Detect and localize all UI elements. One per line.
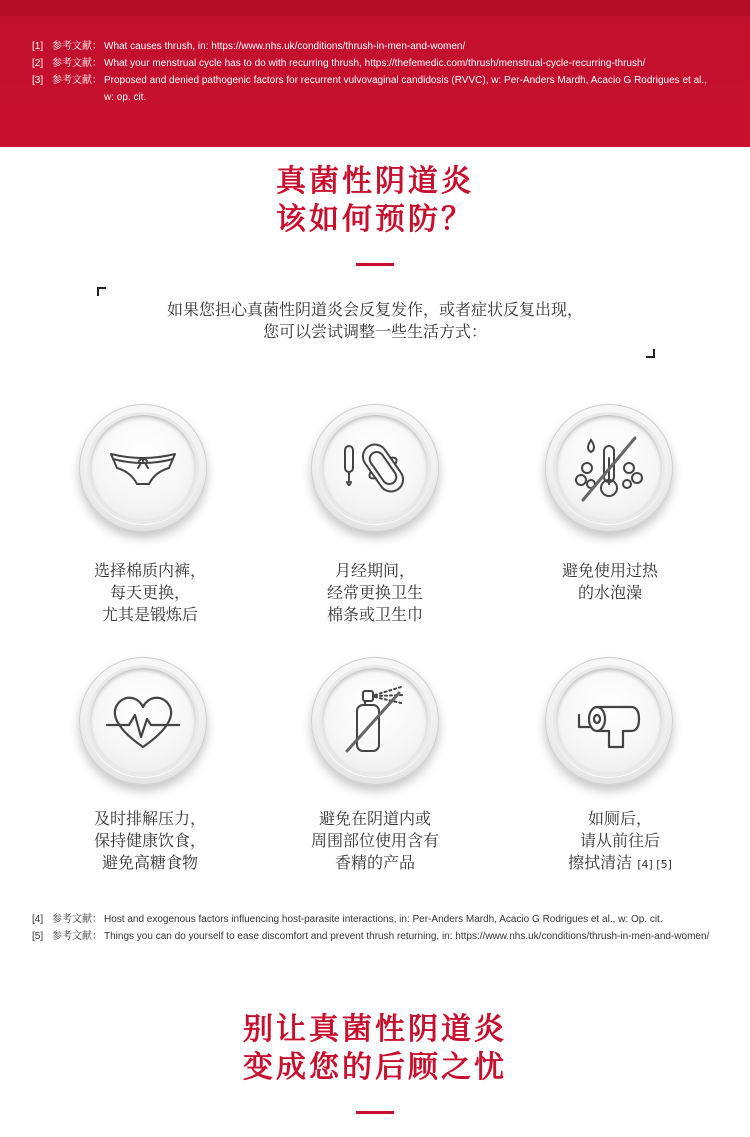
reference-item-5 xyxy=(32,928,722,945)
tip-badge-perfume xyxy=(311,657,439,785)
toilet-paper-icon xyxy=(569,681,649,761)
top-reference-list xyxy=(32,38,712,106)
tip-caption-hot-bath xyxy=(500,560,720,604)
reference-text: Things you can do yourself to ease discomfort and prevent thrush returning, in: https://www.nhs.uk/conditions/thrush-in-men-and-women/ xyxy=(104,931,710,942)
tip-badge-underwear xyxy=(79,404,207,532)
tip-badge-sanitary xyxy=(311,404,439,532)
reference-text: What your menstrual cycle has to do with recurring thrush, https://thefemedic.com/thrush/menstrual-cycle-recurring-thrush/ xyxy=(104,58,646,69)
page-heading xyxy=(0,163,750,239)
caption-line: 避免使用过热 xyxy=(561,561,658,580)
tip-badge-heartbeat xyxy=(79,657,207,785)
bottom-reference-list xyxy=(32,911,722,945)
tip-caption-toilet-paper xyxy=(510,808,730,876)
caption-line: 如厕后， xyxy=(587,809,652,828)
caption-line: 选择棉质内裤， xyxy=(93,561,206,580)
reference-text: Host and exogenous factors influencing host-parasite interactions, in: Per-Anders Mardh, Acacio G Rodrigues et al., w: Op. cit. xyxy=(104,914,663,925)
no-hot-bath-icon xyxy=(569,428,649,508)
closing-divider xyxy=(356,1111,394,1114)
reference-tag: 参考文献： xyxy=(52,931,102,942)
intro-line-1: 如果您担心真菌性阴道炎会反复发作，或者症状反复出现， xyxy=(166,300,583,319)
caption-line: 及时排解压力， xyxy=(93,809,206,828)
caption-line: 请从前往后 xyxy=(579,831,660,850)
reference-number: [5] xyxy=(32,931,44,942)
tip-badge-hot-bath xyxy=(545,404,673,532)
reference-tag: 参考文献： xyxy=(52,41,102,52)
banner-top-strip xyxy=(0,0,750,16)
caption-line: 保持健康饮食， xyxy=(93,831,206,850)
heading-line-1: 真菌性阴道炎 xyxy=(276,164,474,199)
caption-line: 经常更换卫生 xyxy=(326,583,423,602)
reference-number: [3] xyxy=(32,75,44,86)
reference-tag: 参考文献： xyxy=(52,75,102,86)
caption-line: 月经期间， xyxy=(334,561,415,580)
heading-line-2: 该如何预防？ xyxy=(276,202,474,237)
caption-line: 尤其是锻炼后 xyxy=(101,605,198,624)
caption-line: 每天更换， xyxy=(109,583,190,602)
intro-text xyxy=(0,299,750,343)
closing-heading xyxy=(0,1011,750,1087)
tip-badge-toilet-paper xyxy=(545,657,673,785)
no-perfume-spray-icon xyxy=(335,681,415,761)
quote-corner-bottom-right xyxy=(646,349,655,358)
citation-marks: [4] [5] xyxy=(637,858,672,871)
caption-line: 周围部位使用含有 xyxy=(310,831,439,850)
reference-number: [4] xyxy=(32,914,44,925)
sanitary-pad-icon xyxy=(335,428,415,508)
caption-line: 棉条或卫生巾 xyxy=(326,605,423,624)
tip-caption-heartbeat xyxy=(40,808,260,874)
reference-item-3 xyxy=(32,72,712,106)
intro-line-2: 您可以尝试调整一些生活方式： xyxy=(262,322,487,341)
tip-caption-underwear xyxy=(40,560,260,626)
reference-item-2 xyxy=(32,55,712,72)
references-banner xyxy=(0,0,750,147)
caption-line: 避免高糖食物 xyxy=(101,853,198,872)
reference-tag: 参考文献： xyxy=(52,58,102,69)
caption-line: 的水泡澡 xyxy=(577,583,642,602)
caption-line: 避免在阴道内或 xyxy=(318,809,431,828)
heading-divider xyxy=(356,263,394,266)
reference-item-4 xyxy=(32,911,722,928)
tip-caption-perfume xyxy=(265,808,485,874)
caption-line: 香精的产品 xyxy=(334,853,415,872)
closing-line-2: 变成您的后顾之忧 xyxy=(243,1050,507,1085)
reference-text: What causes thrush, in: https://www.nhs.uk/conditions/thrush-in-men-and-women/ xyxy=(104,41,466,52)
reference-number: [1] xyxy=(32,41,44,52)
reference-item-1 xyxy=(32,38,712,55)
caption-line xyxy=(510,852,730,876)
reference-number: [2] xyxy=(32,58,44,69)
reference-text: Proposed and denied pathogenic factors for recurrent vulvovaginal candidosis (RVVC), w: Per-Anders Mardh, Acacio G Rodrigues et al., w: op. cit. xyxy=(104,75,707,103)
caption-text: 擦拭清洁 xyxy=(568,853,633,872)
closing-line-1: 别让真菌性阴道炎 xyxy=(243,1012,507,1047)
quote-corner-top-left xyxy=(97,287,106,296)
underwear-icon xyxy=(103,428,183,508)
tip-caption-sanitary xyxy=(265,560,485,626)
heartbeat-icon xyxy=(103,681,183,761)
reference-tag: 参考文献： xyxy=(52,914,102,925)
